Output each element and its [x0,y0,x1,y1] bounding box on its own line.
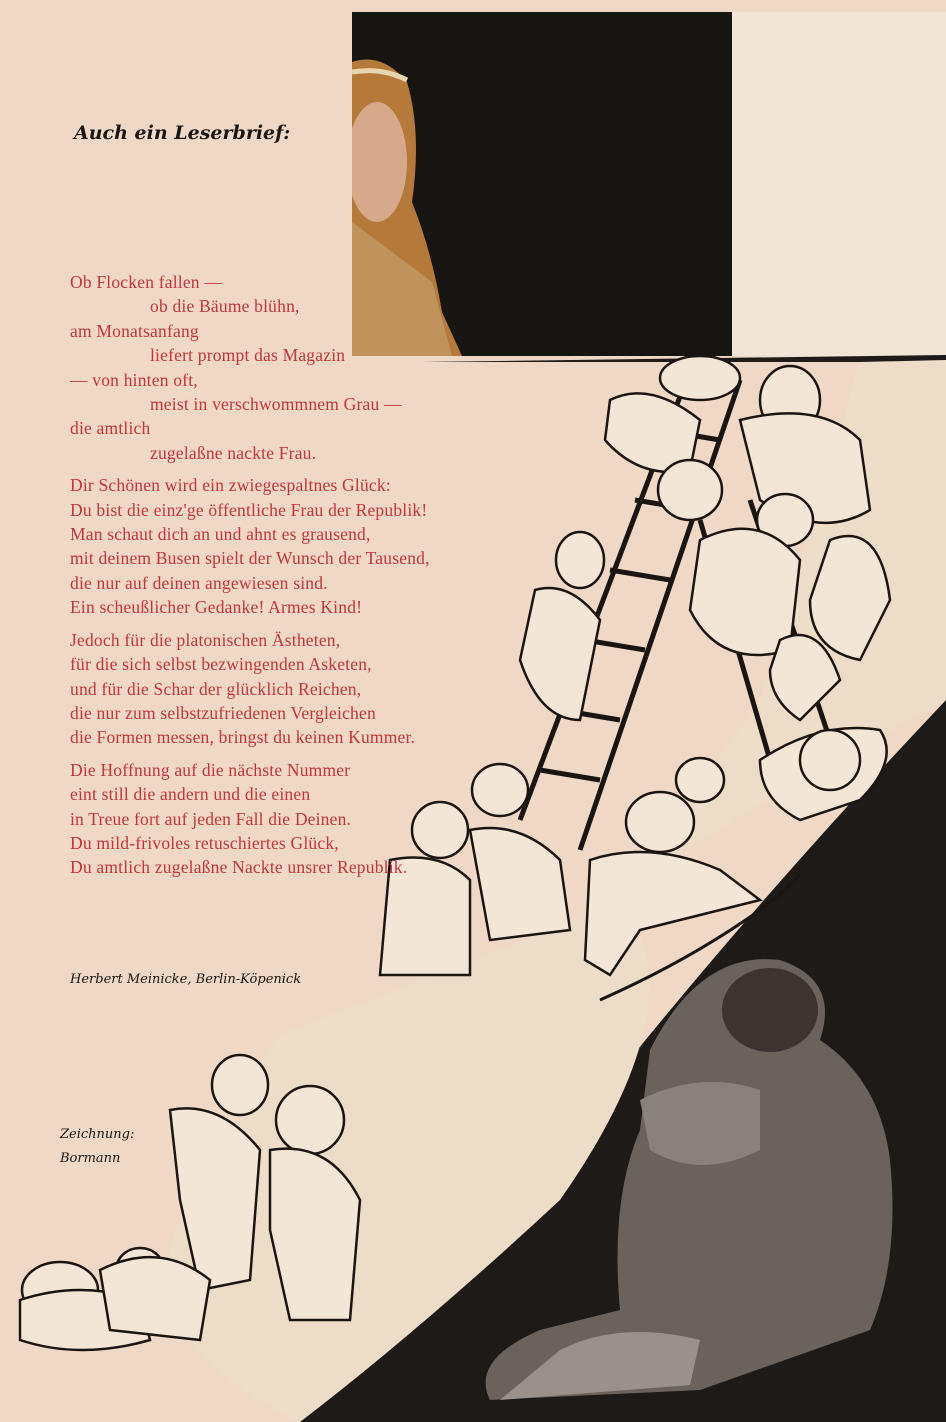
poem-line: Ob Flocken fallen — [70,272,223,292]
poem-stanza-1 [70,270,540,465]
poem-line: mit deinem Busen spielt der Wunsch der Tausend, [70,548,430,569]
poem-line: Du mild-frivoles retuschiertes Glück, [70,832,339,853]
poem-line: meist in verschwommnem Grau — [150,394,402,415]
poem-line: — von hinten oft, [70,369,198,390]
page-heading: Auch ein Leserbrief: [74,122,291,144]
poem-stanza-4 [70,758,540,880]
credit-name: Bormann [60,1151,121,1166]
illustration-credit [60,1123,134,1171]
poem-line: die amtlich [70,418,151,439]
poem-stanza-3 [70,628,540,750]
poem-stanza-2 [70,473,540,619]
poem-line: die nur auf deinen angewiesen sind. [70,572,328,593]
poem-line: Jedoch für die platonischen Ästheten, [70,629,341,650]
poem-line: und für die Schar der glücklich Reichen, [70,678,362,699]
poem-line: ob die Bäume blühn, [150,296,300,317]
poem-line: zugelaßne nackte Frau. [150,442,317,463]
poem-line: am Monatsanfang [70,320,199,341]
poem [70,270,540,880]
poem-line: Du bist die einz'ge öffentliche Frau der Republik! [70,499,428,520]
poem-line: eint still die andern und die einen [70,784,311,805]
poem-line: in Treue fort auf jeden Fall die Deinen. [70,808,352,829]
poem-line: Man schaut dich an und ahnt es grausend, [70,524,371,545]
poem-line: Die Hoffnung auf die nächste Nummer [70,759,351,780]
poem-line: Du amtlich zugelaßne Nackte unsrer Republik. [70,857,408,878]
poem-line: die Formen messen, bringst du keinen Kummer. [70,727,416,748]
author-signature: Herbert Meinicke, Berlin-Köpenick [70,972,302,987]
poem-line: Dir Schönen wird ein zwiegespaltnes Glück: [70,475,391,496]
poem-line: die nur zum selbstzufriedenen Vergleichen [70,702,376,723]
poem-line: für die sich selbst bezwingenden Asketen, [70,654,372,675]
poem-line: liefert prompt das Magazin [150,345,346,366]
poem-line: Ein scheußlicher Gedanke! Armes Kind! [70,597,363,618]
credit-label: Zeichnung: [60,1127,135,1142]
